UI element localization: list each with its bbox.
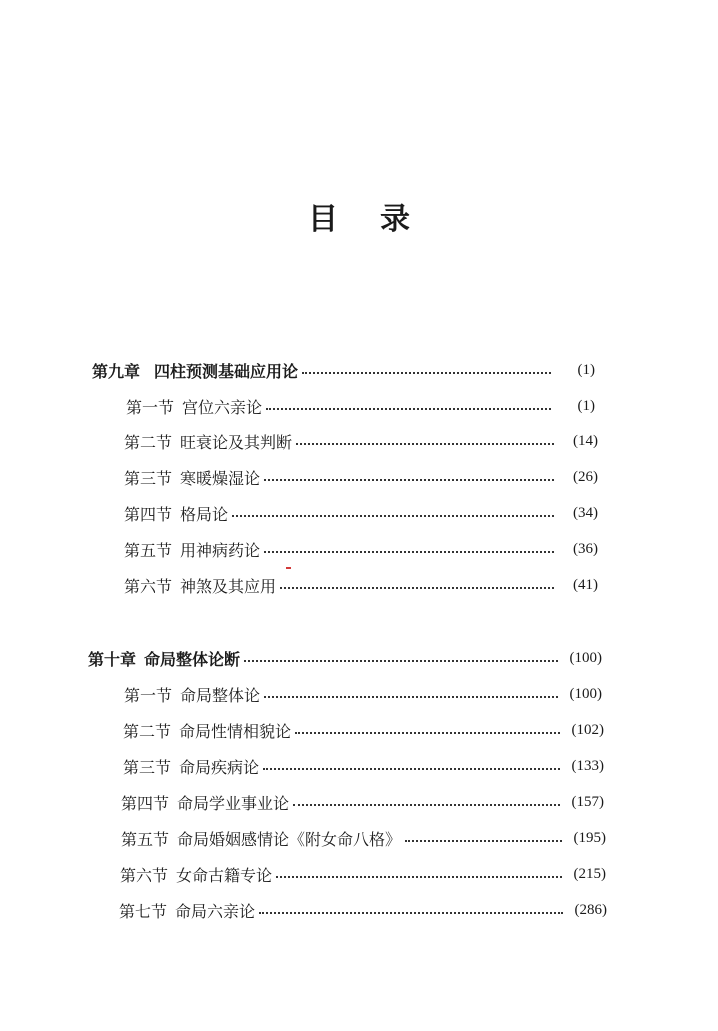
chapter-title: 四柱预测基础应用论 xyxy=(154,361,299,381)
section-number: 第一节 xyxy=(124,685,173,705)
title-char-1: 目 xyxy=(308,202,338,237)
section-number: 第七节 xyxy=(119,901,168,921)
page-number: (100) xyxy=(569,685,602,702)
page-number: (34) xyxy=(573,504,598,521)
page-number: (133) xyxy=(571,757,604,774)
section-title: 命局婚姻感情论《附女命八格》 xyxy=(177,829,402,849)
dot-leader xyxy=(266,408,551,410)
section-number: 第一节 xyxy=(126,397,175,417)
chapter-number: 第十章 xyxy=(88,649,137,669)
dot-leader xyxy=(264,551,554,553)
page-title xyxy=(0,194,718,238)
page-number: (1) xyxy=(577,397,595,414)
toc-section[interactable] xyxy=(121,826,606,850)
page-number: (286) xyxy=(574,901,607,918)
section-number: 第六节 xyxy=(124,576,173,596)
toc-section[interactable] xyxy=(124,429,598,453)
dot-leader xyxy=(302,372,551,374)
page-number: (41) xyxy=(573,576,598,593)
red-ink-mark xyxy=(286,567,291,569)
section-title: 命局学业事业论 xyxy=(177,793,290,813)
dot-leader xyxy=(264,479,554,481)
page-number: (14) xyxy=(573,432,598,449)
toc-section[interactable] xyxy=(123,718,604,742)
toc-section[interactable] xyxy=(124,501,598,525)
dot-leader xyxy=(259,912,563,914)
section-title: 旺衰论及其判断 xyxy=(180,432,293,452)
section-title: 命局疾病论 xyxy=(179,757,260,777)
section-title: 命局整体论 xyxy=(180,685,261,705)
page-number: (157) xyxy=(571,793,604,810)
section-number: 第六节 xyxy=(120,865,169,885)
section-number: 第四节 xyxy=(124,504,173,524)
dot-leader xyxy=(263,768,560,770)
page-number: (36) xyxy=(573,540,598,557)
dot-leader xyxy=(296,443,554,445)
dot-leader xyxy=(264,696,558,698)
section-number: 第四节 xyxy=(121,793,170,813)
toc-section[interactable] xyxy=(119,898,607,922)
page-number: (26) xyxy=(573,468,598,485)
section-title: 命局性情相貌论 xyxy=(179,721,292,741)
section-number: 第三节 xyxy=(123,757,172,777)
section-number: 第二节 xyxy=(124,432,173,452)
section-number: 第五节 xyxy=(124,540,173,560)
section-title: 用神病药论 xyxy=(180,540,261,560)
dot-leader xyxy=(276,876,562,878)
toc-section[interactable] xyxy=(123,754,604,778)
section-number: 第二节 xyxy=(123,721,172,741)
page-number: (215) xyxy=(573,865,606,882)
section-title: 神煞及其应用 xyxy=(180,576,277,596)
section-title: 宫位六亲论 xyxy=(182,397,263,417)
page-number: (100) xyxy=(569,649,602,666)
chapter-number: 第九章 xyxy=(92,361,141,381)
toc-section[interactable] xyxy=(120,862,606,886)
dot-leader xyxy=(280,587,554,589)
toc-chapter-10[interactable] xyxy=(88,646,602,670)
chapter-title: 命局整体论断 xyxy=(144,649,241,669)
toc-section[interactable] xyxy=(124,682,602,706)
section-title: 格局论 xyxy=(180,504,229,524)
title-char-2: 录 xyxy=(380,202,410,237)
dot-leader xyxy=(405,840,562,842)
section-title: 女命古籍专论 xyxy=(176,865,273,885)
page-number: (102) xyxy=(571,721,604,738)
toc-section[interactable] xyxy=(121,790,604,814)
toc-section[interactable] xyxy=(124,537,598,561)
section-title: 命局六亲论 xyxy=(175,901,256,921)
page-number: (195) xyxy=(573,829,606,846)
dot-leader xyxy=(295,732,560,734)
section-number: 第五节 xyxy=(121,829,170,849)
toc-section[interactable] xyxy=(126,394,595,418)
toc-section[interactable] xyxy=(124,465,598,489)
dot-leader xyxy=(244,660,558,662)
page-number: (1) xyxy=(577,361,595,378)
dot-leader xyxy=(232,515,554,517)
toc-section[interactable] xyxy=(124,573,598,597)
section-title: 寒暖燥湿论 xyxy=(180,468,261,488)
dot-leader xyxy=(293,804,560,806)
section-number: 第三节 xyxy=(124,468,173,488)
toc-chapter-9[interactable] xyxy=(92,358,595,382)
